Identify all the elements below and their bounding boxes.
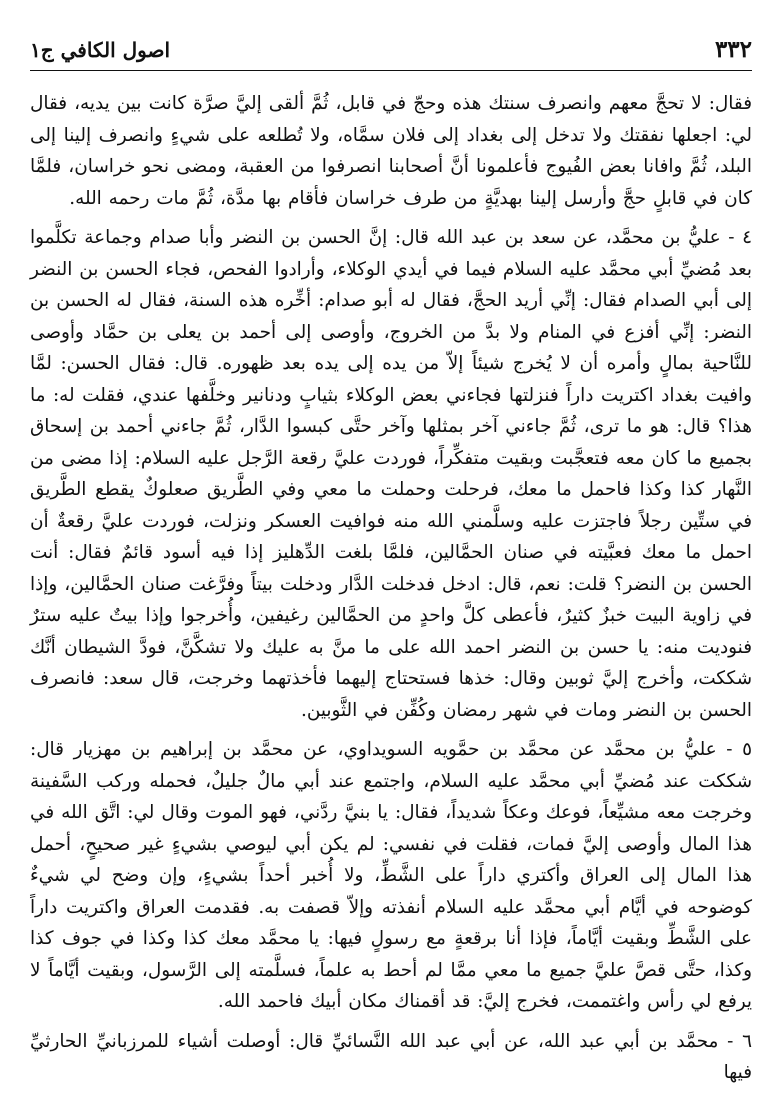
- paragraph: ٥ - عليُّ بن محمَّد عن محمَّد بن حمَّويه السويداوي، عن محمَّد بن إبراهيم بن مهزيار قال: شككت عند مُضيِّ أبي محمَّد عليه السلام، واجتمع عند أبي مالٌ جليلٌ، فحمله وركب السَّفينة وخرجت معه مشيِّعاً، فوعك وعكاً شديداً، فقال: يا بنيَّ ردَّني، فهو الموت وقال لي: اتَّق الله في هذا المال وأوصى إليَّ فمات، فقلت في نفسي: لم يكن أبي ليوصي بشيءٍ غير صحيحٍ، أحمل هذا المال إلى العراق وأكتري داراً على الشَّطِّ، ولا أُخبر أحداً بشيءٍ، وإن وضح لي شيءٌ كوضوحه في أيَّام أبي محمَّد عليه السلام أنفذته وإلاّ قصفت به. فقدمت العراق واكتريت داراً على الشَّطِّ وبقيت أيَّاماً، فإذا أنا برقعةٍ مع رسولٍ فيها: يا محمَّد معك كذا وكذا في جوف كذا وكذا، حتَّى قصَّ عليَّ جميع ما معي ممَّا لم أحط به علماً، فسلَّمته إلى الرَّسول، وبقيت أيَّاماً لا يرفع لي رأس واغتممت، فخرج إليَّ: قد أقمناك مكان أبيك فاحمد الله.: [30, 739, 752, 1012]
- paragraph: فقال: لا تحجَّ معهم وانصرف سنتك هذه وحجّ في قابل، ثُمَّ ألقى إليَّ صرَّة كانت بين يديه، فقال لي: اجعلها نفقتك ولا تدخل إلى بغداد إلى فلان سمَّاه، ولا تُطلعه على شيءٍ وانصرف إلينا إلى البلد، ثُمَّ وافانا بعض الفُيوج فأعلمونا أنَّ أصحابنا انصرفوا من العقبة، ومضى نحو خراسان، فلمَّا كان في قابلٍ حجَّ وأرسل إلينا بهديَّةٍ من طرف خراسان فأقام بها مدَّة، ثُمَّ مات رحمه الله.: [30, 93, 752, 209]
- page-header: [30, 36, 752, 62]
- document-page: [30, 36, 752, 1096]
- page-number: ٣٣٢: [714, 36, 752, 63]
- body-text: [30, 88, 752, 1097]
- paragraph: ٤ - عليُّ بن محمَّد، عن سعد بن عبد الله قال: إنَّ الحسن بن النضر وأبا صدام وجماعة تكلَّموا بعد مُضيِّ أبي محمَّد عليه السلام فيما في أيدي الوكلاء، وأرادوا الفحص، فجاء الحسن بن النضر إلى أبي الصدام فقال: إنِّي أريد الحجَّ، فقال له أبو صدام: أخِّره هذه السنة، فقال له الحسن بن النضر: إنِّي أفزع في المنام ولا بدَّ من الخروج، وأوصى إلى أحمد بن يعلى بن حمَّاد وأوصى للنَّاحية بمالٍ وأمره أن لا يُخرج شيئاً إلاّ من يده إلى يده بعد ظهوره. قال: فقال الحسن: لمَّا وافيت بغداد اكتريت داراً فنزلتها فجاءني بعض الوكلاء بثيابٍ ودنانير وخلَّفها عندي، فقلت له: ما هذا؟ قال: هو ما ترى، ثُمَّ جاءني آخر بمثلها وآخر حتَّى كبسوا الدَّار، ثُمَّ جاءني أحمد بن إسحاق بجميع ما كان معه فتعجَّبت وبقيت متفكِّراً، فوردت عليَّ رقعة الرَّجل عليه السلام: إذا مضى من النَّهار كذا وكذا فاحمل ما معك، فرحلت وحملت ما معي وفي الطَّريق صعلوكٌ يقطع الطَّريق في ستِّين رجلاً فاجتزت عليه وسلَّمني الله منه فوافيت العسكر ونزلت، فوردت عليَّ رقعةٌ أن احمل ما معك فعبَّيته في صنان الحمَّالين، فلمَّا بلغت الدِّهليز إذا فيه أسود قائمٌ فقال: أنت الحسن بن النضر؟ قلت: نعم، قال: ادخل فدخلت الدَّار ودخلت بيتاً وفرَّغت صنان الحمَّالين، وإذا في زاوية البيت خبزٌ كثيرٌ، فأعطى كلَّ واحدٍ من الحمَّالين رغيفين، وأُخرجوا وإذا بيتٌ عليه سترٌ فنوديت منه: يا حسن بن النضر احمد الله على ما منَّ به عليك ولا تشكَّنَّ، فودَّ الشيطان أنَّك شككت، وأخرج إليَّ ثوبين وقال: خذها فستحتاج إليهما فأخذتهما وخرجت، قال سعد: فانصرف الحسن بن النضر ومات في شهر رمضان وكُفِّن في الثَّوبين.: [30, 227, 752, 721]
- book-title: اصول الكافي ج١: [30, 38, 171, 62]
- header-divider: [30, 70, 752, 71]
- paragraph: ٦ - محمَّد بن أبي عبد الله، عن أبي عبد الله النَّسائيِّ قال: أوصلت أشياء للمرزبانيِّ الحارثيِّ فيها: [30, 1030, 752, 1083]
